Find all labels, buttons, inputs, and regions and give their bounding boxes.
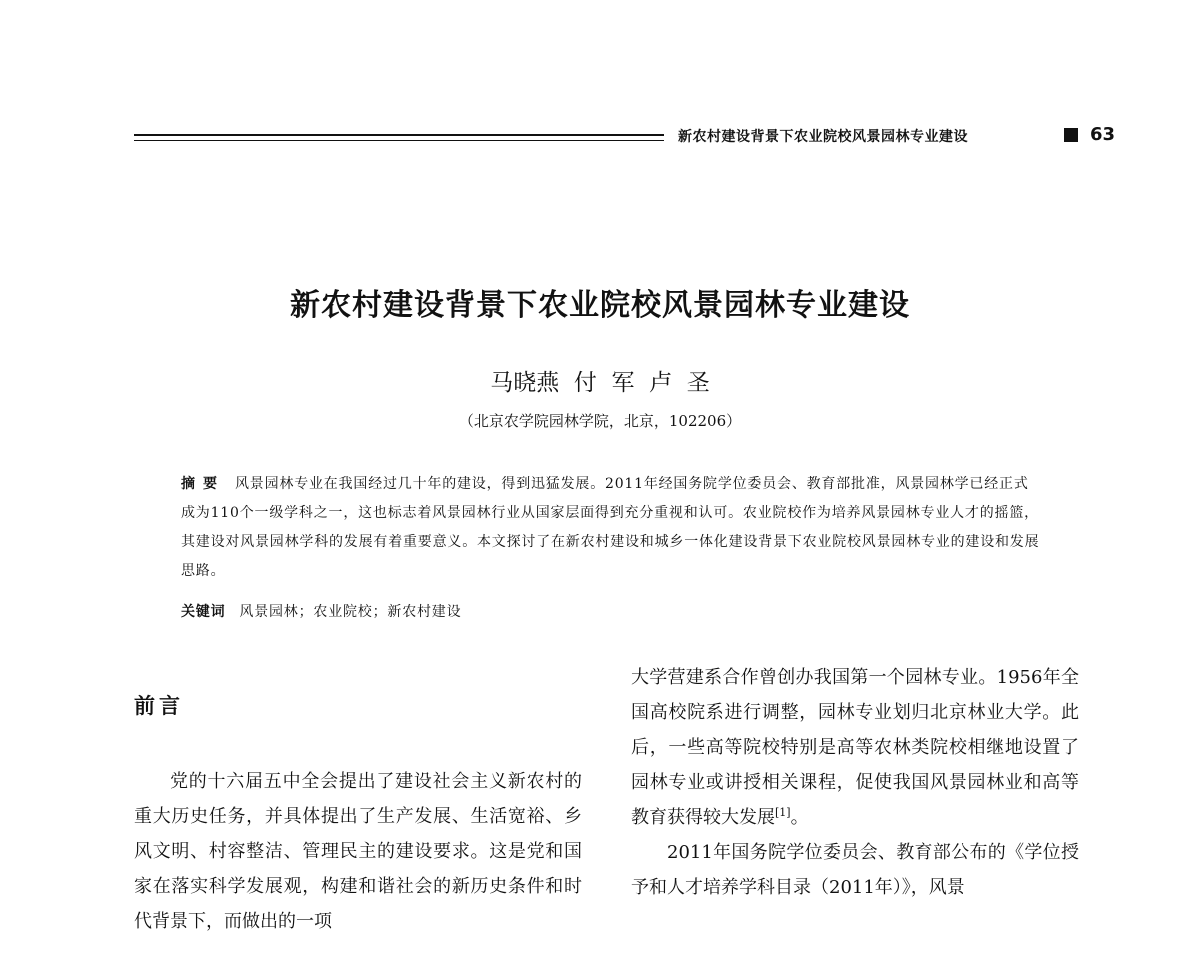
header-square-icon	[1064, 128, 1078, 142]
body-paragraph-right-1-text: 大学营建系合作曾创办我国第一个园林专业。1956年全国高校院系进行调整，园林专业划归北京林业大学。此后，一些高等院校特别是高等农林类院校相继地设置了园林专业或讲授相关课程，促使我国风景园林业和高等教育获得较大发展	[631, 667, 1079, 828]
body-paragraph-right-2: 2011年国务院学位委员会、教育部公布的《学位授予和人才培养学科目录（2011年）》，风景	[631, 842, 1079, 898]
body-paragraph-right-1-end: 。	[790, 807, 809, 828]
abstract	[181, 470, 1041, 586]
body-column-right	[631, 660, 1079, 905]
article-title: 新农村建设背景下农业院校风景园林专业建设	[290, 288, 910, 323]
keywords-text: 风景园林；农业院校；新农村建设	[239, 604, 462, 620]
body-paragraph-right-1	[631, 660, 1079, 835]
keywords	[181, 601, 461, 621]
running-header-title: 新农村建设背景下农业院校风景园林专业建设	[678, 129, 968, 145]
header-double-rule	[134, 134, 664, 144]
abstract-text: 风景园林专业在我国经过几十年的建设，得到迅猛发展。2011年经国务院学位委员会、教育部批准，风景园林学已经正式成为110个一级学科之一，这也标志着风景园林行业从国家层面得到充分重视和认可。农业院校作为培养风景园林专业人才的摇篮，其建设对风景园林学科的发展有着重要意义。本文探讨了在新农村建设和城乡一体化建设背景下农业院校风景园林专业的建设和发展思路。	[181, 476, 1040, 579]
body-paragraph-left: 党的十六届五中全会提出了建设社会主义新农村的重大历史任务，并具体提出了生产发展、生活宽裕、乡风文明、村容整洁、管理民主的建设要求。这是党和国家在落实科学发展观，构建和谐社会的新历史条件和时代背景下，而做出的一项	[134, 771, 582, 932]
section-heading: 前言	[134, 694, 184, 718]
article-authors: 马晓燕 付 军 卢 圣	[490, 370, 710, 396]
header-rule-thin	[134, 140, 664, 141]
article-affiliation: （北京农学院园林学院，北京，102206）	[458, 412, 742, 430]
keywords-label: 关键词	[181, 604, 226, 620]
header-rule-thick	[134, 134, 664, 136]
citation-ref: [1]	[775, 806, 791, 819]
abstract-label: 摘要	[181, 476, 225, 492]
body-column-left	[134, 690, 582, 957]
page-number: 63	[1090, 124, 1116, 145]
